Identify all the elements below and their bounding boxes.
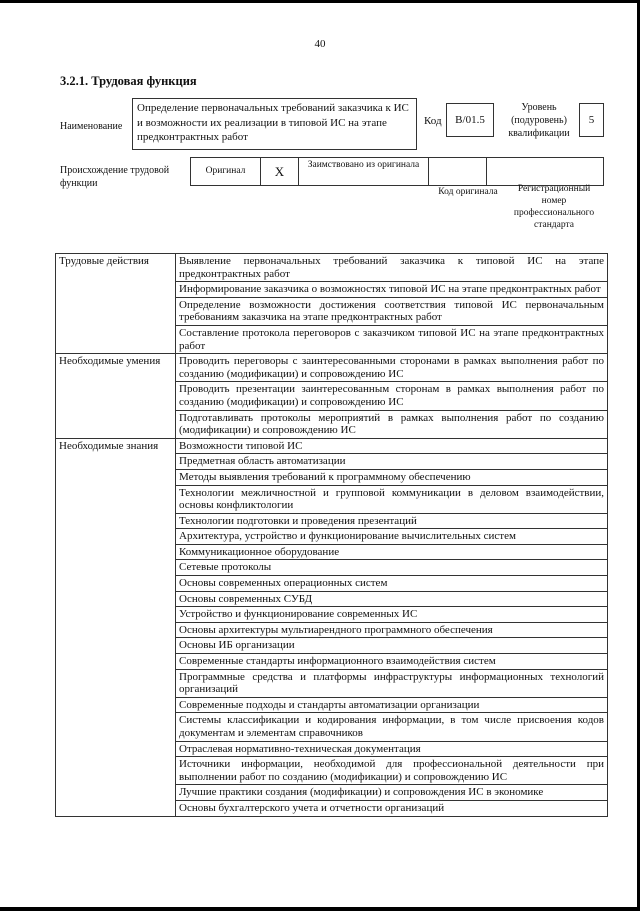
table-cell-item: Коммуникационное оборудование bbox=[176, 544, 608, 560]
origin-table bbox=[190, 157, 604, 186]
required-skills-label: Необходимые умения bbox=[56, 354, 176, 382]
category-cell-empty bbox=[56, 282, 176, 298]
table-cell-item: Лучшие практики создания (модификации) и сопровождения ИС в экономике bbox=[176, 785, 608, 801]
table-row bbox=[56, 254, 608, 282]
table-row bbox=[56, 469, 608, 485]
table-cell-item: Проводить презентации заинтересованным сторонам в рамках выполнения работ по созданию (модификации) и сопровождению ИС bbox=[176, 382, 608, 410]
table-row bbox=[56, 607, 608, 623]
scan-border-top bbox=[0, 0, 640, 3]
table-cell-item: Основы современных СУБД bbox=[176, 591, 608, 607]
required-knowledge-label: Необходимые знания bbox=[56, 438, 176, 454]
table-cell-item: Устройство и функционирование современных ИС bbox=[176, 607, 608, 623]
category-cell-empty bbox=[56, 638, 176, 654]
category-cell-empty bbox=[56, 785, 176, 801]
table-row bbox=[56, 513, 608, 529]
table-cell-item: Сетевые протоколы bbox=[176, 560, 608, 576]
table-row bbox=[56, 713, 608, 741]
table-row bbox=[56, 297, 608, 325]
table-cell-item: Основы бухгалтерского учета и отчетности организаций bbox=[176, 800, 608, 816]
category-cell-empty bbox=[56, 757, 176, 785]
borrowed-cell bbox=[299, 158, 429, 185]
table-row bbox=[56, 576, 608, 592]
category-cell-empty bbox=[56, 800, 176, 816]
table-cell-item: Технологии подготовки и проведения презентаций bbox=[176, 513, 608, 529]
function-name-box bbox=[132, 98, 417, 150]
category-cell-empty bbox=[56, 544, 176, 560]
table-cell-item: Основы ИБ организации bbox=[176, 638, 608, 654]
table-cell-item: Проводить переговоры с заинтересованными сторонами в рамках выполнения работ по созданию (модификации) и сопровождению ИС bbox=[176, 354, 608, 382]
category-cell-empty bbox=[56, 607, 176, 623]
table-row bbox=[56, 325, 608, 353]
reg-number-caption: Регистрационный номер профессионального стандарта bbox=[513, 184, 595, 230]
code-value: B/01.5 bbox=[455, 114, 485, 126]
table-row bbox=[56, 529, 608, 545]
table-row bbox=[56, 354, 608, 382]
function-name: Определение первоначальных требований заказчика к ИС и возможности их реализации в типовой ИС на этапе предконтрактных работ bbox=[137, 102, 409, 143]
table-row bbox=[56, 438, 608, 454]
table-cell-item: Отраслевая нормативно-техническая документация bbox=[176, 741, 608, 757]
table-cell-item: Программные средства и платформы инфраструктуры информационных технологий организаций bbox=[176, 669, 608, 697]
table-row bbox=[56, 454, 608, 470]
original-label: Оригинал bbox=[205, 166, 246, 176]
table-row bbox=[56, 800, 608, 816]
labor-actions-label: Трудовые действия bbox=[56, 254, 176, 282]
category-cell-empty bbox=[56, 669, 176, 697]
code-original-cell bbox=[429, 158, 487, 185]
table-cell-item: Методы выявления требований к программному обеспечению bbox=[176, 469, 608, 485]
table-cell-item: Возможности типовой ИС bbox=[176, 438, 608, 454]
table-row bbox=[56, 382, 608, 410]
table-cell-item: Технологии межличностной и групповой коммуникации в деловом взаимодействии, основы конфликтологии bbox=[176, 485, 608, 513]
code-label: Код bbox=[424, 115, 442, 127]
level-value: 5 bbox=[588, 114, 595, 126]
level-label: Уровень (подуровень) квалификации bbox=[508, 102, 570, 139]
table-row bbox=[56, 560, 608, 576]
category-cell-empty bbox=[56, 454, 176, 470]
section-title: 3.2.1. Трудовая функция bbox=[60, 74, 197, 88]
category-cell-empty bbox=[56, 591, 176, 607]
category-cell-empty bbox=[56, 622, 176, 638]
table-row bbox=[56, 485, 608, 513]
table-cell-item: Источники информации, необходимой для профессиональной деятельности при выполнении работ по созданию (модификации) и сопровождению ИС bbox=[176, 757, 608, 785]
category-cell-empty bbox=[56, 469, 176, 485]
original-cell bbox=[191, 158, 261, 185]
original-mark-cell bbox=[261, 158, 299, 185]
table-cell-item: Определение возможности достижения соответствия типовой ИС первоначальным требованиям заказчика на этапе предконтрактных работ bbox=[176, 297, 608, 325]
table-row bbox=[56, 282, 608, 298]
table-row bbox=[56, 544, 608, 560]
original-mark: X bbox=[274, 164, 285, 179]
table-row bbox=[56, 669, 608, 697]
table-row bbox=[56, 638, 608, 654]
origin-label: Происхождение трудовой функции bbox=[60, 165, 170, 189]
category-cell-empty bbox=[56, 382, 176, 410]
category-cell-empty bbox=[56, 713, 176, 741]
table-cell-item: Основы архитектуры мультиарендного программного обеспечения bbox=[176, 622, 608, 638]
category-cell-empty bbox=[56, 576, 176, 592]
table-cell-item: Основы современных операционных систем bbox=[176, 576, 608, 592]
table-cell-item: Предметная область автоматизации bbox=[176, 454, 608, 470]
table-row bbox=[56, 741, 608, 757]
category-cell-empty bbox=[56, 529, 176, 545]
table-cell-item: Современные подходы и стандарты автоматизации организации bbox=[176, 697, 608, 713]
table-cell-item: Подготавливать протоколы мероприятий в рамках выполнения работ по созданию (модификации) и сопровождению ИС bbox=[176, 410, 608, 438]
table-cell-item: Современные стандарты информационного взаимодействия систем bbox=[176, 654, 608, 670]
function-table bbox=[55, 253, 608, 817]
table-row bbox=[56, 654, 608, 670]
table-row bbox=[56, 697, 608, 713]
reg-number-cell bbox=[487, 158, 603, 185]
category-cell-empty bbox=[56, 410, 176, 438]
table-row bbox=[56, 757, 608, 785]
category-cell-empty bbox=[56, 560, 176, 576]
category-cell-empty bbox=[56, 325, 176, 353]
category-cell-empty bbox=[56, 741, 176, 757]
table-cell-item: Составление протокола переговоров с заказчиком типовой ИС на этапе предконтрактных работ bbox=[176, 325, 608, 353]
borrowed-label: Заимствовано из оригинала bbox=[307, 160, 420, 170]
table-cell-item: Архитектура, устройство и функционирование вычислительных систем bbox=[176, 529, 608, 545]
page-number: 40 bbox=[314, 38, 326, 50]
level-box bbox=[579, 103, 604, 137]
scan-border-bottom bbox=[0, 907, 640, 911]
code-box bbox=[446, 103, 494, 137]
category-cell-empty bbox=[56, 297, 176, 325]
table-cell-item: Информирование заказчика о возможностях типовой ИС на этапе предконтрактных работ bbox=[176, 282, 608, 298]
category-cell-empty bbox=[56, 697, 176, 713]
name-label: Наименование bbox=[60, 121, 123, 132]
table-cell-item: Выявление первоначальных требований заказчика к типовой ИС на этапе предконтрактных работ bbox=[176, 254, 608, 282]
table-row bbox=[56, 785, 608, 801]
table-cell-item: Системы классификации и кодирования информации, в том числе присвоения кодов документам и элементам справочников bbox=[176, 713, 608, 741]
category-cell-empty bbox=[56, 654, 176, 670]
table-row bbox=[56, 622, 608, 638]
table-row bbox=[56, 410, 608, 438]
code-original-caption: Код оригинала bbox=[438, 187, 498, 197]
category-cell-empty bbox=[56, 485, 176, 513]
table-row bbox=[56, 591, 608, 607]
category-cell-empty bbox=[56, 513, 176, 529]
